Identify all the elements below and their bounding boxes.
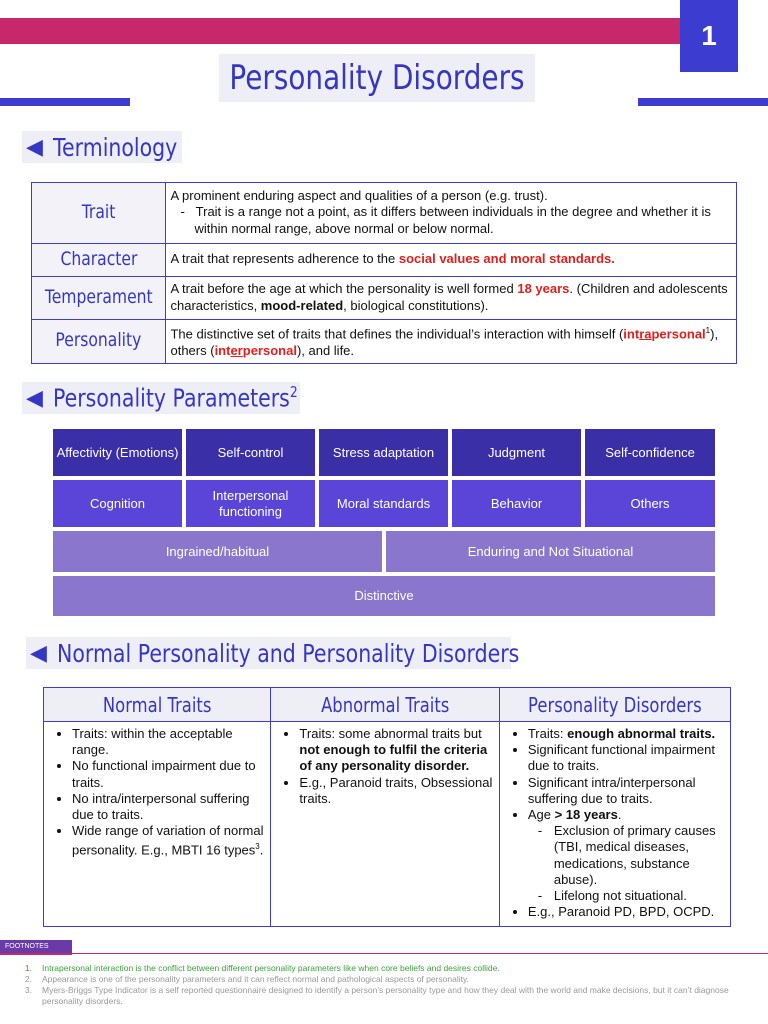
section-header-terminology [22,131,182,163]
list-item: • E.g., Paranoid PD, BPD, OCPD. [528,904,724,920]
triangle-left-icon: ◀ [26,385,43,410]
footnotes-divider [0,953,768,954]
page-number: 1 [680,0,738,72]
title-rule-left [0,98,130,106]
list-item: • Age > 18 years. - Exclusion of primary causes (TBI, medical diseases, medications, substance abuse). - Lifelong not situational. [528,807,724,904]
normal-traits-cell [44,722,271,927]
parameter-box: Cognition [53,480,182,527]
parameter-box: Judgment [452,429,581,476]
sub-list-item: - Lifelong not situational. [554,888,724,904]
term-definition: A prominent enduring aspect and qualities of a person (e.g. trust). - Trait is a range not a point, as it differs between individuals in the degree and whether it is within normal range, above normal or below normal. [166,183,737,244]
table-row [32,277,737,320]
list-item: • E.g., Paranoid traits, Obsessional traits. [299,775,492,807]
parameter-box: Distinctive [53,576,715,616]
comparison-table [43,687,731,927]
section-title: Personality Parameters$^2$ [52,383,298,413]
parameter-box: Self-confidence [585,429,715,476]
parameter-box: Interpersonal functioning [186,480,315,527]
footnote: 1. Intrapersonal interaction is the conflict between different personality parameters like when core beliefs and desires collide. [24,963,500,973]
parameter-box: Behavior [452,480,581,527]
parameter-box: Affectivity (Emotions) [53,429,182,476]
sub-list-item: - Exclusion of primary causes (TBI, medical diseases, medications, substance abuse). [554,823,724,888]
table-row [32,183,737,244]
footnote: 3. Myers-Briggs Type Indicator is a self reported questionnaire designed to identify a person’s personality type and how they deal with the world and make decisions, but it can’t diagnose personality disorders. [24,985,729,1006]
column-header: Normal Traits [44,688,271,722]
section-title: Terminology [52,132,178,162]
term-label: Personality [32,320,166,364]
table-row [32,320,737,364]
footnotes-divider-accent [0,953,72,955]
personality-disorders-cell [499,722,730,927]
list-item: • Traits: within the acceptable range. [72,726,264,758]
table-row [32,244,737,277]
terminology-table [31,182,737,364]
parameter-box: Enduring and Not Situational [386,531,715,572]
term-label: Temperament [32,277,166,320]
parameter-box: Stress adaptation [319,429,448,476]
column-header: Personality Disorders [499,688,730,722]
parameter-box: Ingrained/habitual [53,531,382,572]
term-definition: A trait before the age at which the personality is well formed 18 years. (Children and adolescents characteristics, mood-related, biological constitutions). [166,277,737,320]
footnote: 2. Appearance is one of the personality parameters and it can reflect normal and pathological aspects of personality. [24,974,469,984]
term-definition: The distinctive set of traits that defines the individual’s interaction with himself (intrapersonal$^1$), others (interpersonal), and life. [166,320,737,364]
section-header-comparison [26,637,520,669]
table-header-row [44,688,731,722]
table-row [44,722,731,927]
term-definition: A trait that represents adherence to the social values and moral standards. [166,244,737,277]
page-title: Personality Disorders [229,58,525,98]
term-label: Trait [32,183,166,244]
footnotes-label: FOOTNOTES [0,940,72,954]
parameter-box: Others [585,480,715,527]
section-header-parameters [22,382,300,414]
list-item: • Traits: some abnormal traits but not enough to fulfil the criteria of any personality disorder. [299,726,492,775]
triangle-left-icon: ◀ [30,640,47,665]
column-header: Abnormal Traits [271,688,499,722]
parameter-box: Self-control [186,429,315,476]
list-item: • Traits: enough abnormal traits. [528,726,724,742]
title-rule-right [638,98,768,106]
list-item: • Significant functional impairment due to traits. [528,742,724,774]
footnotes [10,963,760,1007]
term-label: Character [32,244,166,277]
list-item: • No functional impairment due to traits. [72,758,264,790]
triangle-left-icon: ◀ [26,134,43,159]
list-item: • Wide range of variation of normal personality. E.g., MBTI 16 types$^3$. [72,823,264,859]
list-item: • No intra/interpersonal suffering due to traits. [72,791,264,823]
header-band [0,18,680,44]
page-title-box [219,54,535,102]
list-item: • Significant intra/interpersonal suffering due to traits. [528,775,724,807]
parameter-box: Moral standards [319,480,448,527]
abnormal-traits-cell [271,722,499,927]
section-title: Normal Personality and Personality Disorders [56,638,520,668]
